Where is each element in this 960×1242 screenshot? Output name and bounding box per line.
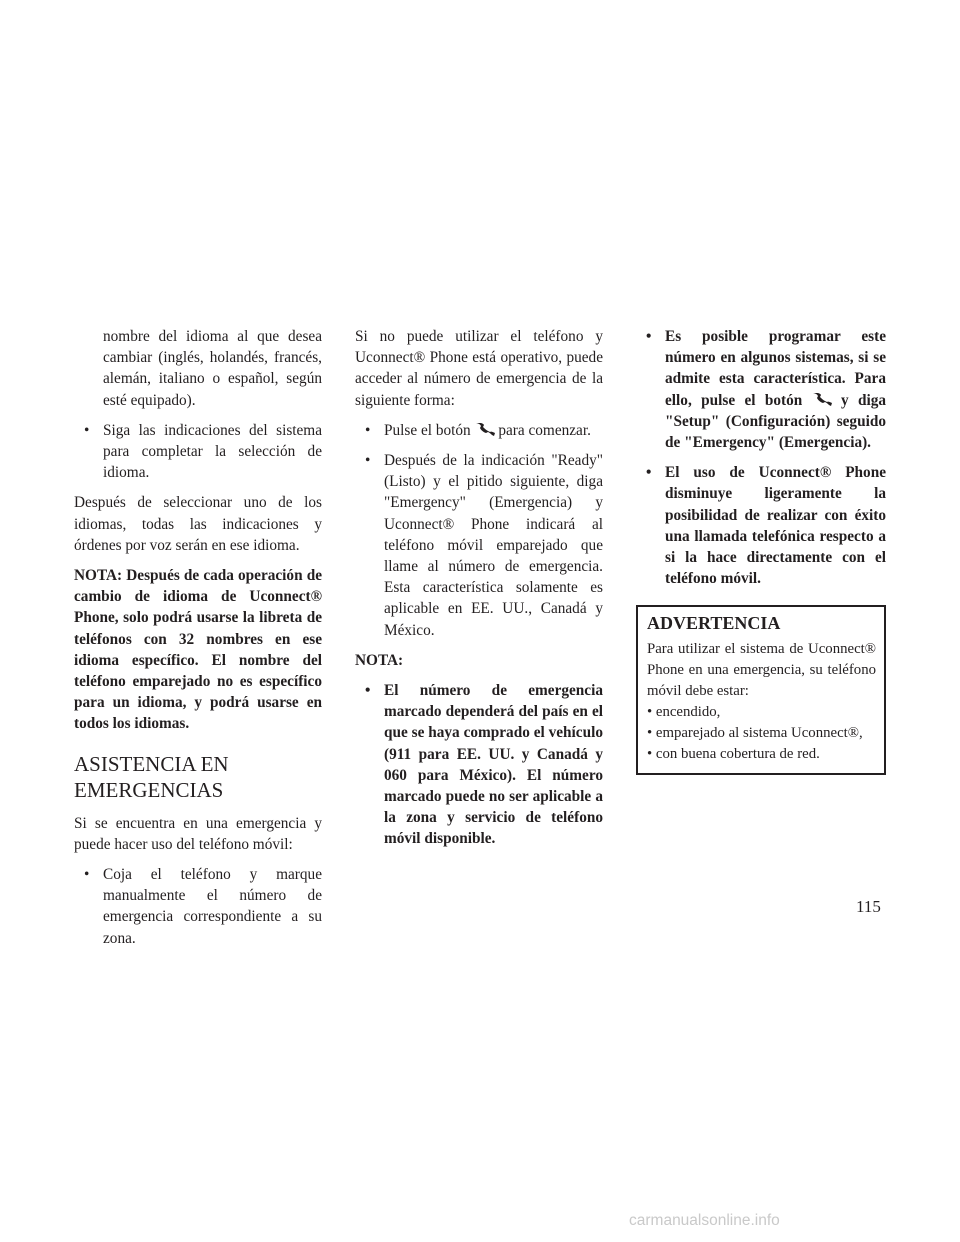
- column-left: [74, 326, 322, 958]
- language-list-continuation: nombre del idioma al que desea cambiar (inglés, holandés, francés, alemán, italiano o español, según esté equipado).: [103, 328, 322, 409]
- list-item: • Es posible programar este número en algunos sistemas, si se admite esta característica. Para ello, pulse el botón y diga "Setup" (Configuración) seguido de "Emergency" (Emergencia).: [646, 328, 887, 452]
- warning-title: ADVERTENCIA: [647, 613, 781, 634]
- warning-box: [636, 605, 886, 775]
- paragraph: Si no puede utilizar el teléfono y Uconnect® Phone está operativo, puede acceder al número de emergencia de la siguiente forma:: [355, 328, 603, 409]
- warning-item: • encendido,: [647, 704, 721, 721]
- phone-handset-icon: [812, 393, 832, 406]
- list-item: • Pulse el botón para comenzar.: [365, 421, 591, 439]
- list-item: • Después de la indicación "Ready" (Listo) y el pitido siguiente, diga "Emergency" (Emergencia) y Uconnect® Phone indicará al teléfono móvil emparejado que llame al número de emergencia. Esta característica solamente es aplicable en EE. UU., Canadá y México.: [365, 452, 603, 639]
- column-right: [636, 326, 886, 775]
- warning-text: Para utilizar el sistema de Uconnect® Phone en una emergencia, su teléfono móvil debe estar:: [647, 641, 876, 700]
- section-heading: ASISTENCIA EN EMERGENCIAS: [74, 751, 229, 802]
- warning-item: • emparejado al sistema Uconnect®,: [647, 725, 863, 742]
- paragraph: Después de seleccionar uno de los idiomas, todas las indicaciones y órdenes por voz serán en ese idioma.: [74, 494, 322, 554]
- note-paragraph: NOTA: Después de cada operación de cambio de idioma de Uconnect® Phone, solo podrá usarse la libreta de teléfonos con 32 nombres en ese idioma específico. El nombre del teléfono emparejado no es específico para un idioma, y podrá usarse en todos los idiomas.: [74, 567, 322, 733]
- watermark: carmanualsonline.info: [629, 1212, 780, 1229]
- phone-handset-icon: [475, 423, 495, 436]
- list-item: • Coja el teléfono y marque manualmente el número de emergencia correspondiente a su zona.: [84, 866, 322, 947]
- list-item: • Siga las indicaciones del sistema para completar la selección de idioma.: [84, 421, 322, 482]
- list-item: • El uso de Uconnect® Phone disminuye ligeramente la posibilidad de realizar con éxito una llamada telefónica respecto a si la hace directamente con el teléfono móvil.: [646, 464, 886, 588]
- note-label: NOTA:: [355, 651, 404, 669]
- warning-item: • con buena cobertura de red.: [647, 746, 820, 763]
- column-middle: [355, 326, 603, 859]
- page-number: 115: [856, 897, 881, 916]
- list-item: • El número de emergencia marcado dependerá del país en el que se haya comprado el vehículo (911 para EE. UU. y Canadá y 060 para México). El número marcado puede no ser aplicable a la zona y servicio de teléfono móvil disponible.: [365, 682, 603, 848]
- paragraph: Si se encuentra en una emergencia y puede hacer uso del teléfono móvil:: [74, 814, 322, 853]
